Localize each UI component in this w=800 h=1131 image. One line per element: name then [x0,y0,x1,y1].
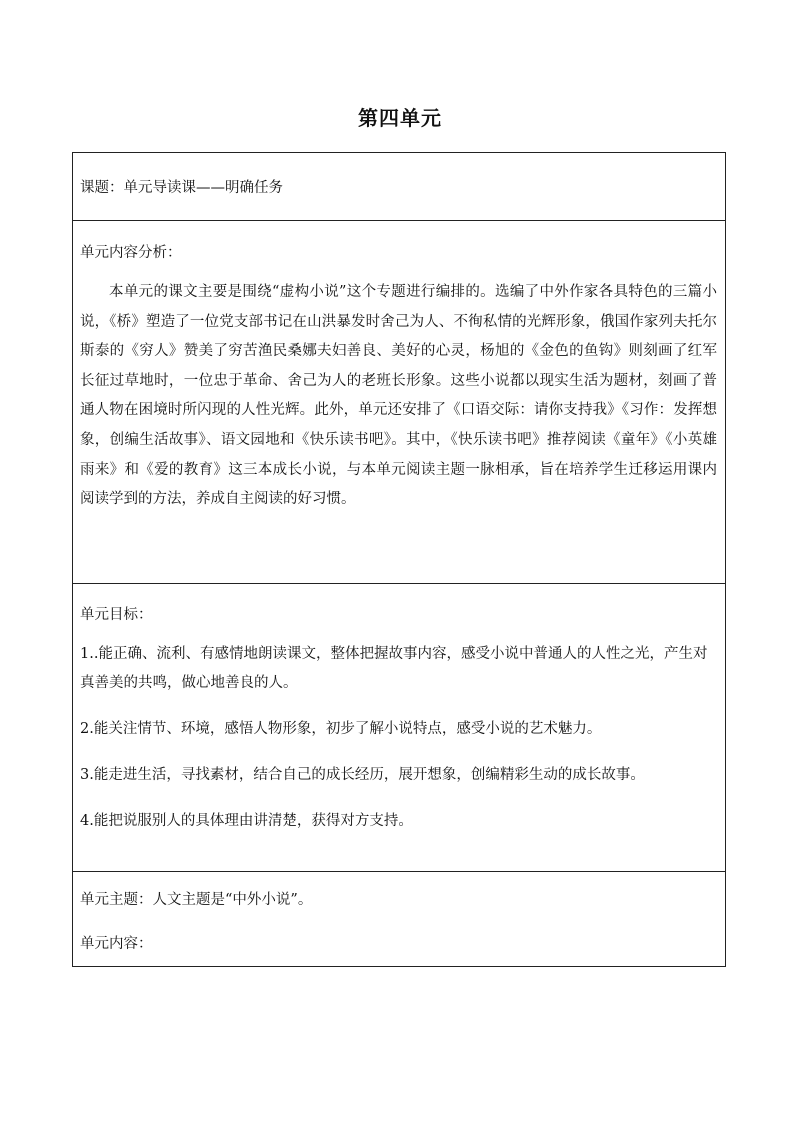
topic-row [73,153,725,220]
lesson-plan-table [72,152,726,967]
analysis-paragraph: 本单元的课文主要是围绕“虚构小说”这个专题进行编排的。选编了中外作家各具特色的三篇小说，《桥》塑造了一位党支部书记在山洪暴发时舍己为人、不徇私情的光辉形象，俄国作家列夫托尔斯泰的《穷人》赞美了穷苦渔民桑娜夫妇善良、美好的心灵，杨旭的《金色的鱼钩》则刻画了红军长征过草地时，一位忠于革命、舍己为人的老班长形象。这些小说都以现实生活为题材，刻画了普通人物在困境时所闪现的人性光辉。此外，单元还安排了《口语交际：请你支持我》《习作：发挥想象，创编生活故事》、语文园地和《快乐读书吧》。其中，《快乐读书吧》推荐阅读《童年》《小英雄雨来》和《爱的教育》这三本成长小说，与本单元阅读主题一脉相承，旨在培养学生迁移运用课内阅读学到的方法，养成自主阅读的好习惯。 [80,284,717,508]
goal-item: 1..能正确、流利、有感情地朗读课文，整体把握故事内容，感受小说中普通人的人性之光，产生对真善美的共鸣，做心地善良的人。 [80,646,708,691]
analysis-label: 单元内容分析： [80,245,182,261]
theme-row [73,871,725,966]
goal-item: 2.能关注情节、环境，感悟人物形象，初步了解小说特点，感受小说的艺术魅力。 [80,721,602,737]
theme-text: 单元主题：人文主题是“中外小说”。 [80,892,313,908]
goal-item: 3.能走进生活，寻找素材，结合自己的成长经历，展开想象，创编精彩生动的成长故事。 [80,767,645,783]
topic-text: 课题：单元导读课——明确任务 [80,180,283,196]
goals-label: 单元目标： [80,607,153,623]
analysis-row [73,220,725,583]
content-label: 单元内容： [80,936,153,952]
goals-row [73,583,725,871]
page-title: 第四单元 [358,106,442,130]
goal-item: 4.能把说服别人的具体理由讲清楚，获得对方支持。 [80,813,413,829]
